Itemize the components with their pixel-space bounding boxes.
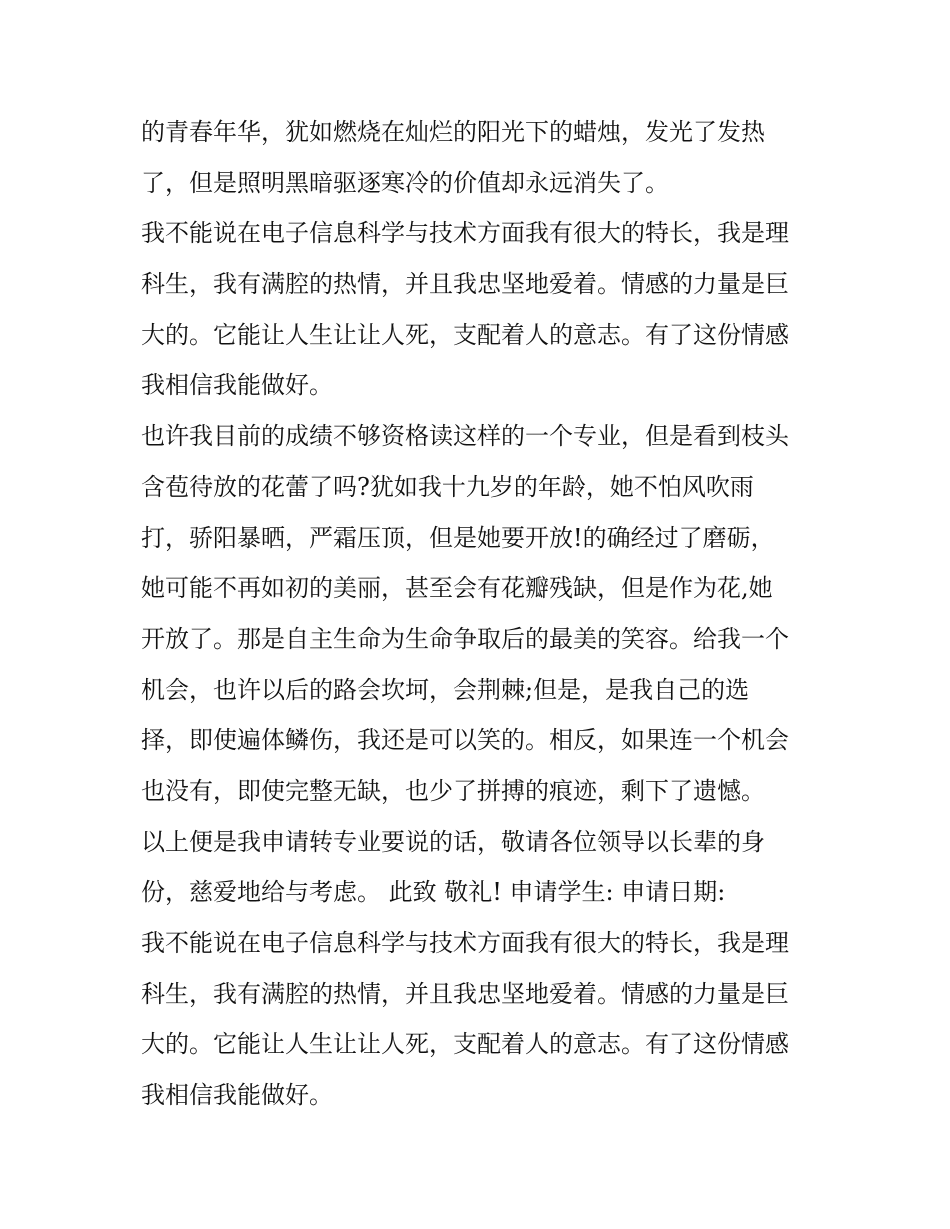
text-line: 大的。它能让人生让让人死，支配着人的意志。有了这份情感 xyxy=(141,1030,789,1059)
body-text xyxy=(141,107,841,1121)
text-line: 择，即使遍体鳞伤，我还是可以笑的。相反，如果连一个机会 xyxy=(141,726,789,755)
text-line: 科生，我有满腔的热情，并且我忠坚地爱着。情感的力量是巨 xyxy=(141,979,789,1008)
text-line: 份，慈爱地给与考虑。 此致 敬礼! 申请学生: 申请日期: xyxy=(141,878,726,907)
text-line: 含苞待放的花蕾了吗?犹如我十九岁的年龄，她不怕风吹雨 xyxy=(141,472,754,501)
text-line: 以上便是我申请转专业要说的话，敬请各位领导以长辈的身 xyxy=(141,827,765,856)
text-line: 我不能说在电子信息科学与技术方面我有很大的特长，我是理 xyxy=(141,219,789,248)
text-line: 大的。它能让人生让让人死，支配着人的意志。有了这份情感 xyxy=(141,320,789,349)
text-line: 开放了。那是自主生命为生命争取后的最美的笑容。给我一个 xyxy=(141,624,789,653)
text-line: 也许我目前的成绩不够资格读这样的一个专业，但是看到枝头 xyxy=(141,422,789,451)
text-line: 我不能说在电子信息科学与技术方面我有很大的特长，我是理 xyxy=(141,929,789,957)
text-line: 我相信我能做好。 xyxy=(141,1081,333,1110)
text-line: 也没有，即使完整无缺，也少了拼搏的痕迹，剩下了遗憾。 xyxy=(141,776,765,805)
text-line: 机会，也许以后的路会坎坷，会荆棘;但是，是我自己的选 xyxy=(141,675,750,704)
text-line: 的青春年华，犹如燃烧在灿烂的阳光下的蜡烛，发光了发热 xyxy=(141,118,765,146)
text-line: 我相信我能做好。 xyxy=(141,371,333,400)
text-line: 打，骄阳暴晒，严霜压顶，但是她要开放!的确经过了磨砺， xyxy=(141,523,775,552)
text-line: 她可能不再如初的美丽，甚至会有花瓣残缺，但是作为花,她 xyxy=(141,574,773,603)
text-line: 科生，我有满腔的热情，并且我忠坚地爱着。情感的力量是巨 xyxy=(141,270,789,299)
text-line: 了，但是照明黑暗驱逐寒冷的价值却永远消失了。 xyxy=(141,168,669,197)
